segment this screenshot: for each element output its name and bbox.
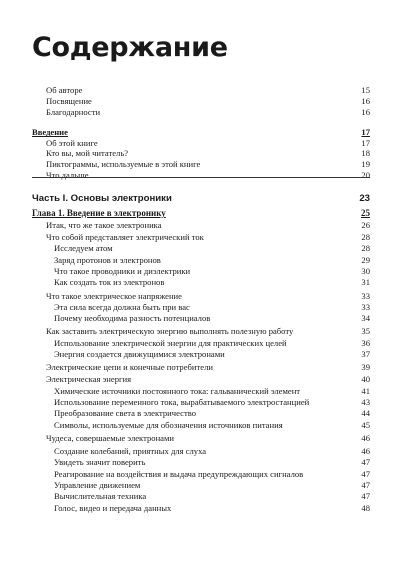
toc-entry[interactable] <box>54 302 370 312</box>
toc-entry-page: 34 <box>361 313 370 323</box>
toc-entry-title: Пиктограммы, используемые в этой книге <box>46 159 201 169</box>
toc-entry-title: Об авторе <box>46 85 83 95</box>
toc-entry-title: Кто вы, мой читатель? <box>46 148 129 158</box>
toc-entry[interactable] <box>54 338 370 348</box>
toc-entry-page: 37 <box>361 349 370 359</box>
toc-entry[interactable] <box>54 408 370 418</box>
toc-entry[interactable] <box>54 266 370 276</box>
toc-entry-title: Электрические цепи и конечные потребители <box>46 362 213 372</box>
toc-entry-page: 29 <box>361 255 370 265</box>
toc-entry-page: 15 <box>361 85 370 95</box>
page-title: Содержание <box>32 32 228 63</box>
toc-entry-page: 46 <box>361 446 370 456</box>
toc-entry-title: Об этой книге <box>46 138 98 148</box>
toc-entry-page: 16 <box>361 107 370 117</box>
toc-entry-title: Почему необходима разность потенциалов <box>54 313 211 323</box>
toc-entry-page: 18 <box>361 148 370 158</box>
toc-entry-title: Введение <box>32 127 68 137</box>
toc-entry-title: Как заставить электрическую энергию выполнять полезную работу <box>46 326 294 336</box>
section-divider <box>32 177 370 178</box>
toc-entry-page: 47 <box>361 469 370 479</box>
toc-entry[interactable] <box>46 232 370 242</box>
toc-entry[interactable] <box>54 457 370 467</box>
toc-entry-title: Часть I. Основы электроники <box>32 193 172 204</box>
toc-entry-title: Глава 1. Введение в электронику <box>32 208 166 218</box>
toc-entry[interactable] <box>46 433 370 443</box>
toc-entry-page: 28 <box>361 243 370 253</box>
toc-entry-title: Как создать ток из электронов <box>54 277 165 287</box>
toc-entry-title: Использование электрической энергии для практических целей <box>54 338 287 348</box>
toc-entry-title: Посвящение <box>46 96 92 106</box>
toc-entry-title: Символы, используемые для обозначения источников питания <box>54 420 283 430</box>
toc-entry-page: 17 <box>361 127 370 137</box>
toc-entry[interactable] <box>54 349 370 359</box>
toc-entry-page: 23 <box>359 193 370 204</box>
toc-entry-title: Что такое проводники и диэлектрики <box>54 266 191 276</box>
toc-entry-page: 43 <box>361 397 370 407</box>
toc-entry[interactable] <box>54 503 370 513</box>
toc-entry[interactable] <box>54 491 370 501</box>
toc-entry-title: Увидеть значит поверить <box>54 457 146 467</box>
toc-entry-page: 19 <box>361 159 370 169</box>
toc-entry[interactable] <box>32 127 370 137</box>
toc-entry-title: Использование переменного тока, вырабатываемого электростанцией <box>54 397 310 407</box>
toc-entry-title: Энергия создается движущимися электронами <box>54 349 225 359</box>
toc-entry[interactable] <box>32 208 370 218</box>
toc-entry[interactable] <box>54 255 370 265</box>
toc-entry[interactable] <box>46 85 370 95</box>
toc-entry-title: Что собой представляет электрический ток <box>46 232 204 242</box>
toc-entry-page: 25 <box>361 208 370 218</box>
toc-entry-page: 28 <box>361 232 370 242</box>
toc-entry-page: 40 <box>361 374 370 384</box>
toc-entry[interactable] <box>46 170 370 180</box>
toc-entry-page: 17 <box>361 138 370 148</box>
toc-entry-page: 20 <box>361 170 370 180</box>
toc-entry[interactable] <box>54 243 370 253</box>
toc-entry[interactable] <box>46 326 370 336</box>
toc-entry-title: Голос, видео и передача данных <box>54 503 172 513</box>
toc-entry-page: 44 <box>361 408 370 418</box>
toc-entry[interactable] <box>54 469 370 479</box>
toc-entry-title: Благодарности <box>46 107 101 117</box>
toc-entry-title: Вычислительная техника <box>54 491 147 501</box>
toc-entry-page: 35 <box>361 326 370 336</box>
toc-entry-page: 41 <box>361 386 370 396</box>
toc-entry[interactable] <box>46 362 370 372</box>
toc-entry-title: Создание колебаний, приятных для слуха <box>54 446 207 456</box>
toc-entry-page: 46 <box>361 433 370 443</box>
toc-entry[interactable] <box>46 107 370 117</box>
toc-entry-page: 26 <box>361 220 370 230</box>
toc-entry-title: Преобразование света в электричество <box>54 408 196 418</box>
toc-entry-title: Химические источники постоянного тока: гальванический элемент <box>54 386 301 396</box>
toc-entry[interactable] <box>46 220 370 230</box>
toc-entry-page: 39 <box>361 362 370 372</box>
toc-entry-page: 33 <box>361 291 370 301</box>
toc-entry-title: Реагирование на воздействия и выдача предупреждающих сигналов <box>54 469 304 479</box>
toc-entry-title: Управление движением <box>54 480 141 490</box>
toc-entry[interactable] <box>32 193 370 204</box>
toc-entry[interactable] <box>54 480 370 490</box>
toc-entry[interactable] <box>54 446 370 456</box>
toc-entry-title: Итак, что же такое электроника <box>46 220 162 230</box>
toc-entry-page: 45 <box>361 420 370 430</box>
toc-entry-title: Эта сила всегда должна быть при вас <box>54 302 190 312</box>
toc-entry[interactable] <box>54 277 370 287</box>
toc-entry[interactable] <box>46 374 370 384</box>
toc-entry-title: Что дальше <box>46 170 89 180</box>
toc-entry-page: 47 <box>361 491 370 501</box>
toc-entry-title: Исследуем атом <box>54 243 113 253</box>
toc-entry[interactable] <box>54 397 370 407</box>
toc-entry[interactable] <box>54 420 370 430</box>
toc-entry[interactable] <box>46 291 370 301</box>
toc-entry[interactable] <box>54 313 370 323</box>
toc-entry-page: 31 <box>361 277 370 287</box>
toc-entry-title: Заряд протонов и электронов <box>54 255 161 265</box>
toc-entry[interactable] <box>46 138 370 148</box>
toc-entry-page: 36 <box>361 338 370 348</box>
toc-entry-page: 48 <box>361 503 370 513</box>
toc-entry-page: 33 <box>361 302 370 312</box>
toc-entry-page: 30 <box>361 266 370 276</box>
toc-entry-title: Чудеса, совершаемые электронами <box>46 433 175 443</box>
toc-entry-title: Что такое электрическое напряжение <box>46 291 182 301</box>
toc-entry[interactable] <box>46 148 370 158</box>
toc-entry[interactable] <box>54 386 370 396</box>
toc-entry-page: 16 <box>361 96 370 106</box>
toc-entry-title: Электрическая энергия <box>46 374 132 384</box>
toc-entry[interactable] <box>46 96 370 106</box>
toc-entry-page: 47 <box>361 480 370 490</box>
toc-entry[interactable] <box>46 159 370 169</box>
toc-entry-page: 47 <box>361 457 370 467</box>
